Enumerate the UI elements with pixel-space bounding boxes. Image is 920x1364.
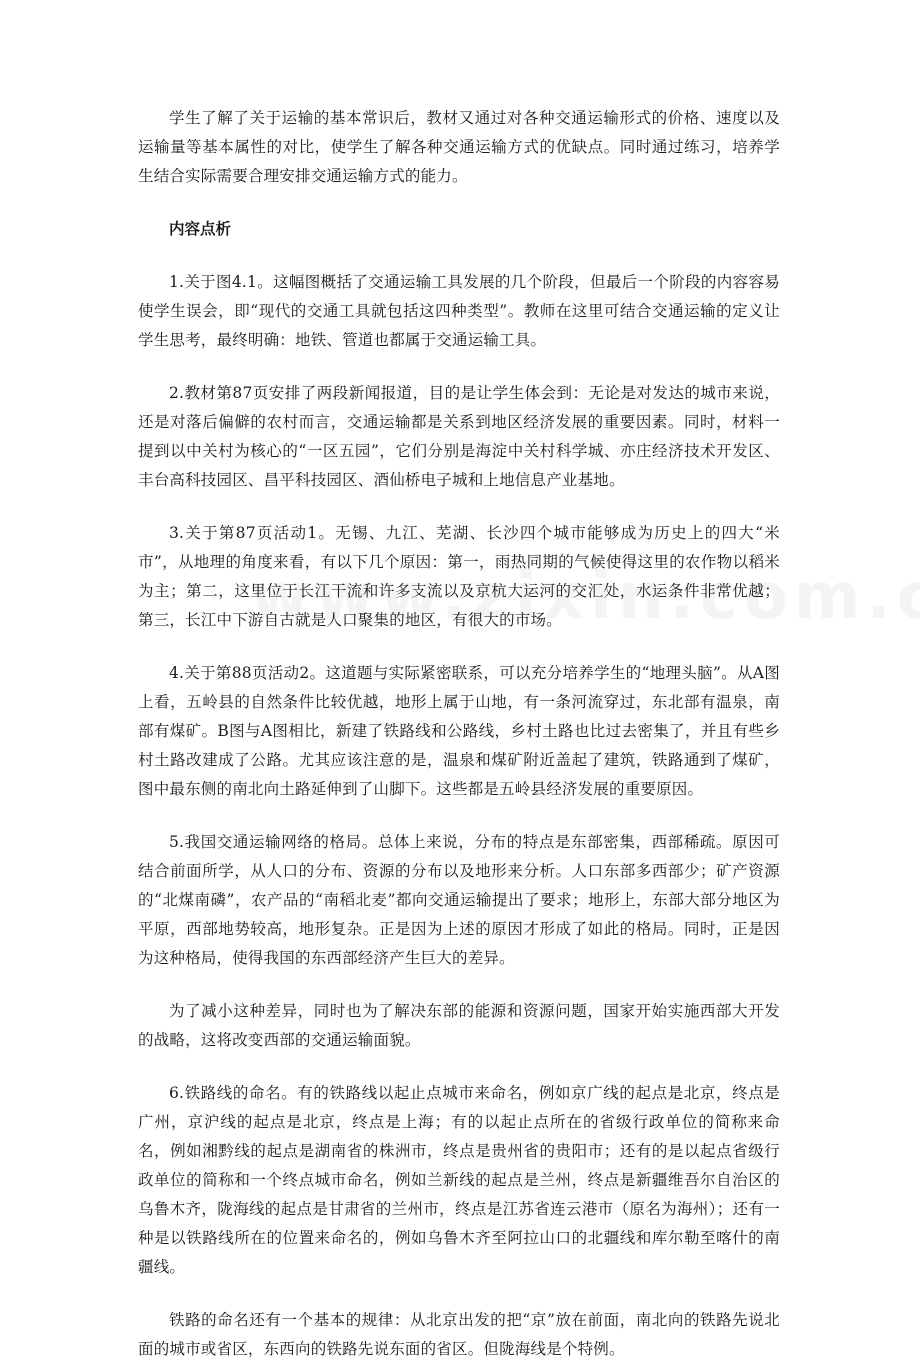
section-heading: 内容点析 [169,220,232,238]
paragraph-1: 1.关于图4.1。这幅图概括了交通运输工具发展的几个阶段，但最后一个阶段的内容容易使学生误会，即“现代的交通工具就包括这四种类型”。教师在这里可结合交通运输的定义让学生思考，最终明确：地铁、管道也都属于交通运输工具。 [138,273,780,349]
paragraph-5: 5.我国交通运输网络的格局。总体上来说，分布的特点是东部密集，西部稀疏。原因可结合前面所学，从人口的分布、资源的分布以及地形来分析。人口东部多西部少；矿产资源的“北煤南磷”，农产品的“南稻北麦”都向交通运输提出了要求；地形上，东部大部分地区为平原，西部地势较高，地形复杂。正是因为上述的原因才形成了如此的格局。同时，正是因为这种格局，使得我国的东西部经济产生巨大的差异。 [138,833,780,967]
document-page [138,104,780,1364]
intro-paragraph: 学生了解了关于运输的基本常识后，教材又通过对各种交通运输形式的价格、速度以及运输量等基本属性的对比，使学生了解各种交通运输方式的优缺点。同时通过练习，培养学生结合实际需要合理安排交通运输方式的能力。 [138,109,780,185]
paragraph-6: 6.铁路线的命名。有的铁路线以起止点城市来命名，例如京广线的起点是北京，终点是广州，京沪线的起点是北京，终点是上海；有的以起止点所在的省级行政单位的简称来命名，例如湘黔线的起点是湖南省的株洲市，终点是贵州省的贵阳市；还有的是以起点省级行政单位的简称和一个终点城市命名，例如兰新线的起点是兰州，终点是新疆维吾尔自治区的乌鲁木齐，陇海线的起点是甘肃省的兰州市，终点是江苏省连云港市（原名为海州）；还有一种是以铁路线所在的位置来命名的，例如乌鲁木齐至阿拉山口的北疆线和库尔勒至喀什的南疆线。 [138,1084,780,1276]
paragraph-2: 2.教材第87页安排了两段新闻报道，目的是让学生体会到：无论是对发达的城市来说，还是对落后偏僻的农村而言，交通运输都是关系到地区经济发展的重要因素。同时，材料一提到以中关村为核心的“一区五园”，它们分别是海淀中关村科学城、亦庄经济技术开发区、丰台高科技园区、昌平科技园区、酒仙桥电子城和上地信息产业基地。 [138,384,780,489]
paragraph-6-continued: 铁路的命名还有一个基本的规律：从北京出发的把“京”放在前面，南北向的铁路先说北面的城市或省区，东西向的铁路先说东面的省区。但陇海线是个特例。 [138,1311,780,1358]
paragraph-3: 3.关于第87页活动1。无锡、九江、芜湖、长沙四个城市能够成为历史上的四大“米市”，从地理的角度来看，有以下几个原因：第一，雨热同期的气候使得这里的农作物以稻米为主；第二，这里位于长江干流和许多支流以及京杭大运河的交汇处，水运条件非常优越；第三，长江中下游自古就是人口聚集的地区，有很大的市场。 [138,524,780,629]
paragraph-4: 4.关于第88页活动2。这道题与实际紧密联系，可以充分培养学生的“地理头脑”。从A图上看，五岭县的自然条件比较优越，地形上属于山地，有一条河流穿过，东北部有温泉，南部有煤矿。B图与A图相比，新建了铁路线和公路线，乡村土路也比过去密集了，并且有些乡村土路改建成了公路。尤其应该注意的是，温泉和煤矿附近盖起了建筑，铁路通到了煤矿，图中最东侧的南北向土路延伸到了山脚下。这些都是五岭县经济发展的重要原因。 [138,664,780,798]
paragraph-5-continued: 为了减小这种差异，同时也为了解决东部的能源和资源问题，国家开始实施西部大开发的战略，这将改变西部的交通运输面貌。 [138,1002,780,1049]
